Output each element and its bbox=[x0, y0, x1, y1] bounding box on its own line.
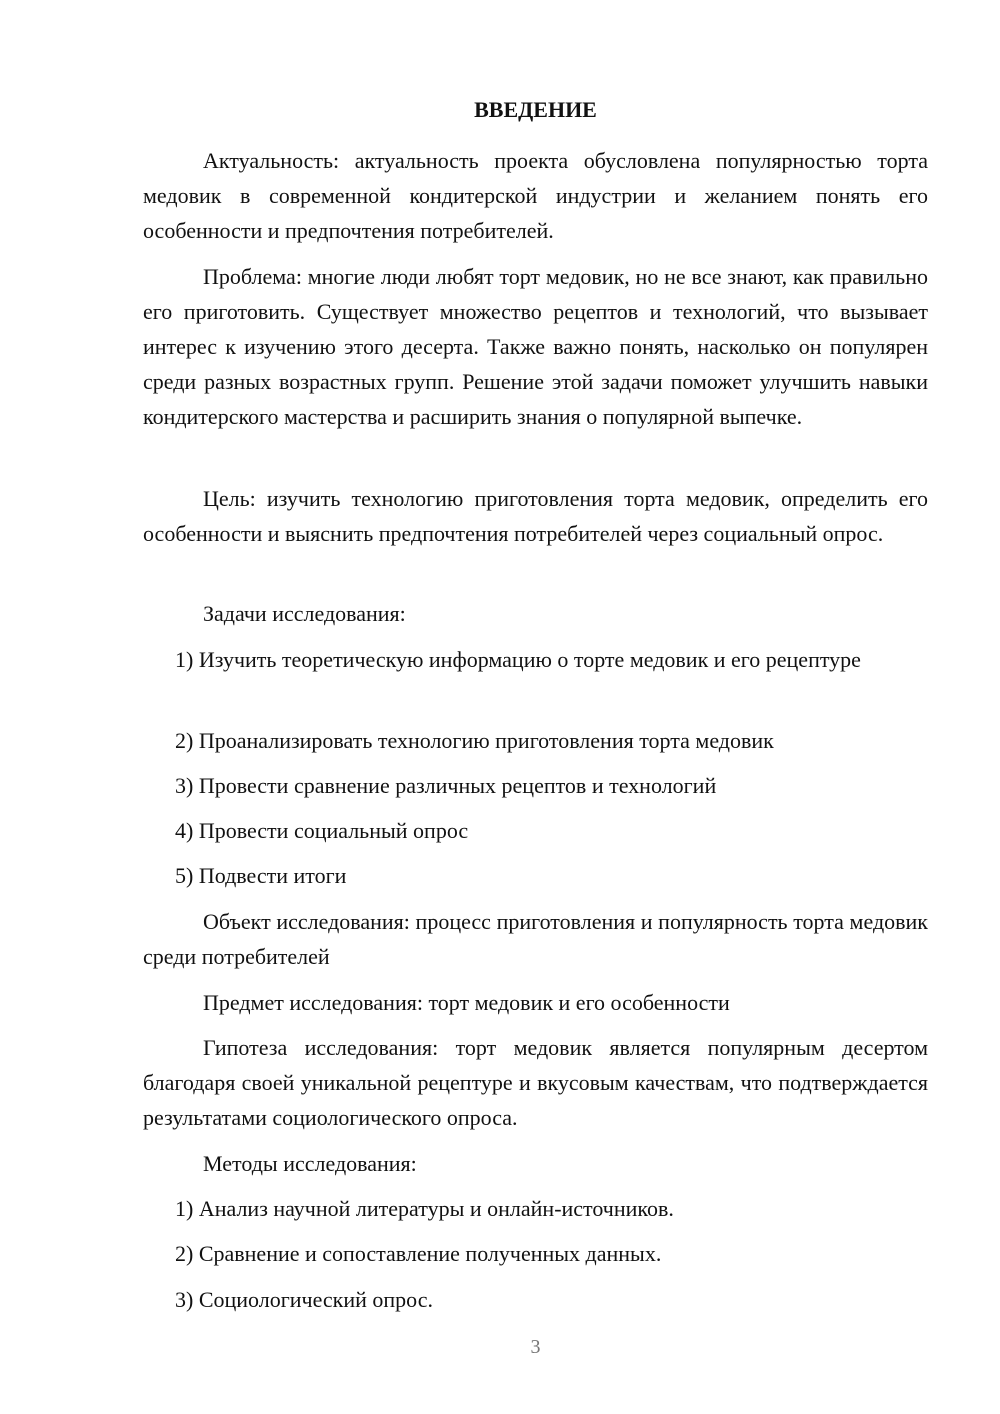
object-paragraph: Объект исследования: процесс приготовления и популярность торта медовик среди потребителей bbox=[143, 909, 928, 969]
tasks-heading: Задачи исследования: bbox=[203, 601, 406, 626]
goal-paragraph: Цель: изучить технологию приготовления торта медовик, определить его особенности и выяснить предпочтения потребителей через социальный опрос. bbox=[143, 486, 928, 546]
task-item-4: 4) Провести социальный опрос bbox=[175, 818, 469, 843]
method-item-1: 1) Анализ научной литературы и онлайн-источников. bbox=[175, 1196, 674, 1221]
task-item-2: 2) Проанализировать технологию приготовления торта медовик bbox=[175, 728, 774, 753]
method-item-3: 3) Социологический опрос. bbox=[175, 1287, 433, 1312]
problem-paragraph: Проблема: многие люди любят торт медовик, но не все знают, как правильно его приготовить. Существует множество рецептов и технологий, что вызывает интерес к изучению этого десерта. Также важно понять, насколько он популярен среди разных возрастных групп. Решение этой задачи поможет улучшить навыки кондитерского мастерства и расширить знания о популярной выпечке. bbox=[143, 264, 928, 429]
task-item-5: 5) Подвести итоги bbox=[175, 863, 347, 888]
method-item-2: 2) Сравнение и сопоставление полученных данных. bbox=[175, 1241, 662, 1266]
task-item-1: 1) Изучить теоретическую информацию о торте медовик и его рецептуре bbox=[175, 647, 861, 672]
methods-heading: Методы исследования: bbox=[203, 1151, 417, 1176]
page-title: ВВЕДЕНИЕ bbox=[474, 97, 597, 122]
task-item-3: 3) Провести сравнение различных рецептов и технологий bbox=[175, 773, 717, 798]
subject-paragraph: Предмет исследования: торт медовик и его особенности bbox=[203, 990, 730, 1015]
relevance-paragraph: Актуальность: актуальность проекта обусловлена популярностью торта медовик в современной кондитерской индустрии и желанием понять его особенности и предпочтения потребителей. bbox=[143, 148, 928, 243]
hypothesis-paragraph: Гипотеза исследования: торт медовик является популярным десертом благодаря своей уникальной рецептуре и вкусовым качествам, что подтверждается результатами социологического опроса. bbox=[143, 1035, 928, 1130]
page-number: 3 bbox=[530, 1336, 541, 1358]
